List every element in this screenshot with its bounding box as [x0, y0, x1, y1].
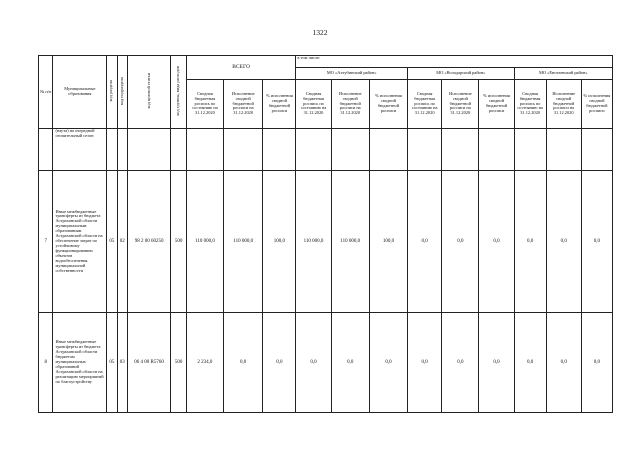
row-group: [171, 129, 187, 171]
header-expense-group: код группы, вида расходов: [171, 56, 187, 129]
row-total-pct: 100,0: [263, 171, 296, 313]
table-row: [39, 129, 613, 171]
header-akh-summary: Сводная бюджетная роспись по состоянию на 31.12.2020: [296, 80, 331, 129]
row-vol-pct: 0,0: [479, 313, 514, 413]
header-no: № п/п: [39, 56, 53, 129]
row-eno-pct: 0,0: [581, 313, 612, 413]
row-no: [39, 129, 53, 171]
header-mo-volodarsky: МО «Володарский район»: [408, 68, 515, 80]
row-article: [127, 129, 170, 171]
row-akh-exec: 110 000,0: [331, 171, 369, 313]
row-section: [107, 129, 117, 171]
header-article: код целевой статьи: [127, 56, 170, 129]
row-no: 8: [39, 313, 53, 413]
row-group: 500: [171, 313, 187, 413]
row-akh-pct: 100,0: [369, 171, 407, 313]
row-subsection: 02: [117, 171, 127, 313]
header-vol-execution: Исполнение сводной бюджетной росписи на 31.12.2020: [442, 80, 479, 129]
row-name: Иные межбюджетные трансферты из бюджета Астраханской области бюджетам муниципальных образований Астраханской области на реализацию мероприятий по благоустройству: [53, 313, 107, 413]
header-mo-akhtubinsky: МО «Ахтубинский район»: [296, 68, 408, 80]
row-total-pct: 0,0: [263, 313, 296, 413]
header-vol-percent: % исполнения сводной бюджетной росписи: [479, 80, 514, 129]
row-eno-plan: 0,0: [514, 313, 546, 413]
row-name: (наута) на очередной отопительный сезон: [53, 129, 107, 171]
row-section: 05: [107, 171, 117, 313]
row-eno-exec: [546, 129, 581, 171]
row-akh-plan: [296, 129, 331, 171]
row-eno-pct: [581, 129, 612, 171]
row-eno-plan: [514, 129, 546, 171]
row-vol-exec: 0,0: [442, 313, 479, 413]
table-row: [39, 171, 613, 313]
header-eno-execution: Исполнение сводной бюджетной росписи на 31.12.2020: [546, 80, 581, 129]
row-subsection: 03: [117, 313, 127, 413]
header-vol-summary: Сводная бюджетная роспись по состоянию на 31.12.2020: [408, 80, 442, 129]
header-akh-execution: Исполнение сводной бюджетной росписи на 31.12.2020: [331, 80, 369, 129]
row-name: Иные межбюджетные трансферты из бюджета Астраханской области муниципальным образованиям Астраханской области на обеспечение затрат по устойчивому функционированию объектов водообеспечения муниципальной собственности: [53, 171, 107, 313]
row-total-plan: [186, 129, 223, 171]
row-akh-plan: 0,0: [296, 313, 331, 413]
row-subsection: [117, 129, 127, 171]
row-total-exec: 0,0: [224, 313, 263, 413]
row-section: 05: [107, 313, 117, 413]
row-eno-pct: 0,0: [581, 171, 612, 313]
row-total-exec: 110 000,0: [224, 171, 263, 313]
row-akh-pct: [369, 129, 407, 171]
row-total-pct: [263, 129, 296, 171]
header-total-percent: % исполнения сводной бюджетной росписи: [263, 80, 296, 129]
row-akh-pct: 0,0: [369, 313, 407, 413]
row-total-plan: 2 234,0: [186, 313, 223, 413]
row-article: 06 4 00 R5760: [127, 313, 170, 413]
row-vol-plan: 0,0: [408, 313, 442, 413]
header-municipality: Муниципальные образования: [53, 56, 107, 129]
row-vol-plan: [408, 129, 442, 171]
row-article: 98 2 00 60250: [127, 171, 170, 313]
header-mo-enotaevsky: МО «Енотаевский район»: [514, 68, 612, 80]
page-number: 1322: [312, 28, 328, 37]
row-akh-exec: 0,0: [331, 313, 369, 413]
row-vol-exec: [442, 129, 479, 171]
header-akh-percent: % исполнения сводной бюджетной росписи: [369, 80, 407, 129]
row-vol-exec: 0,0: [442, 171, 479, 313]
row-no: 7: [39, 171, 53, 313]
row-group: 500: [171, 171, 187, 313]
row-eno-plan: 0,0: [514, 171, 546, 313]
header-subsection: код подраздела: [117, 56, 127, 129]
row-total-plan: 110 000,0: [186, 171, 223, 313]
header-eno-percent: % исполнения сводной бюджетной росписи: [581, 80, 612, 129]
header-section: код раздела: [107, 56, 117, 129]
row-eno-exec: 0,0: [546, 171, 581, 313]
header-total: ВСЕГО: [186, 56, 296, 80]
header-total-summary: Сводная бюджетная роспись по состоянию на 31.12.2020: [186, 80, 223, 129]
row-vol-pct: 0,0: [479, 171, 514, 313]
row-vol-plan: 0,0: [408, 171, 442, 313]
row-akh-exec: [331, 129, 369, 171]
row-total-exec: [224, 129, 263, 171]
budget-table: [38, 55, 613, 413]
row-vol-pct: [479, 129, 514, 171]
header-total-execution: Исполнение сводной бюджетной росписи на 31.12.2020: [224, 80, 263, 129]
row-akh-plan: 110 000,0: [296, 171, 331, 313]
header-eno-summary: Сводная бюджетная роспись по состоянию на 31.12.2020: [514, 80, 546, 129]
row-eno-exec: 0,0: [546, 313, 581, 413]
table-row: [39, 313, 613, 413]
header-including: в том числе:: [296, 56, 613, 68]
